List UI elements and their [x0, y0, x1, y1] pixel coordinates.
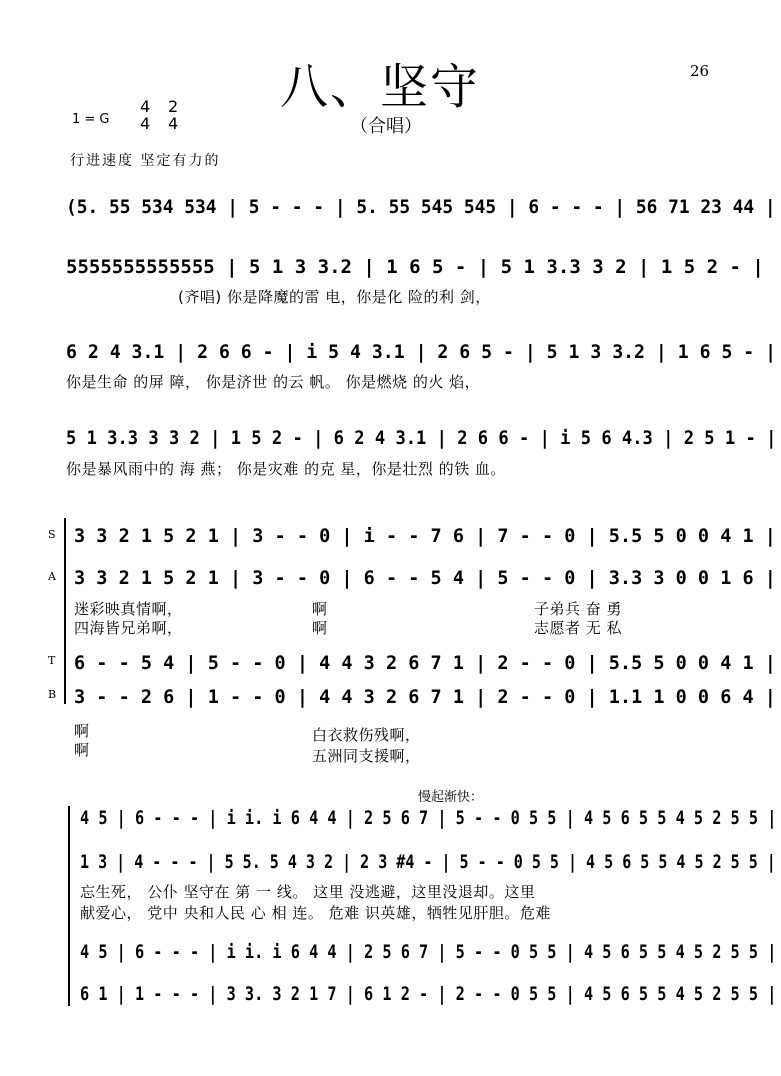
- tempo-marking: 行进速度 坚定有力的: [70, 153, 221, 169]
- intro-line-2: 5555555555555 | 5 1 3 3.2 | 1 6 5 - | 5 1 3.3 3 2 | 1 5 2 - |: [66, 256, 764, 278]
- choir2-line-2: 1 3 | 4 - - - | 5 5. 5 4 3 2 | 2 3 #4 - | 5 - - 0 5 5 | 4 5 6 5 5 4 5 2 5 5 |: [80, 851, 776, 873]
- alto-label: A: [48, 570, 56, 583]
- time-sig-1-den: 4: [140, 114, 151, 133]
- lyric-bass-ah-1: 啊: [74, 722, 90, 740]
- verse-lyric-2: 你是生命 的屏 障， 你是济世 的云 帆。 你是燃烧 的火 焰，: [66, 373, 481, 391]
- lyric-bass-ah-2: 啊: [74, 741, 90, 759]
- choir2-lyric-1: 忘生死， 公仆 坚守在 第 一 线。 这里 没逃避，这里没退却。这里: [80, 883, 536, 901]
- page-number: 26: [690, 62, 710, 80]
- key-signature: 1 = G: [72, 112, 110, 127]
- page-title: 八、坚守: [280, 59, 481, 115]
- bass-line: 3 - - 2 6 | 1 - - 0 | 4 4 3 2 6 7 1 | 2 - - 0 | 1.1 1 0 0 6 4 |: [74, 686, 776, 708]
- lyric-upper-1: 迷彩映真情啊，: [74, 600, 183, 618]
- alto-line: 3 3 2 1 5 2 1 | 3 - - 0 | 6 - - 5 4 | 5 - - 0 | 3.3 3 0 0 1 6 |: [74, 567, 776, 589]
- soprano-line: 3 3 2 1 5 2 1 | 3 - - 0 | i - - 7 6 | 7 - - 0 | 5.5 5 0 0 4 1 |: [74, 525, 776, 547]
- intro-line-1: (5. 55 534 534 | 5 - - - | 5. 55 545 545 | 6 - - - | 56 71 23 44 |: [66, 196, 776, 218]
- lyric-ah-2: 啊: [312, 619, 328, 637]
- lyric-bass-2: 五洲同支援啊，: [312, 747, 421, 765]
- choir2-line-3: 4 5 | 6 - - - | i i. i 6 4 4 | 2 5 6 7 | 5 - - 0 5 5 | 4 5 6 5 5 4 5 2 5 5 |: [80, 941, 777, 963]
- tenor-label: T: [48, 654, 56, 667]
- verse-lyric-1: (齐唱) 你是降魔的雷 电，你是化 险的利 剑，: [178, 288, 491, 306]
- lyric-bass-1: 白衣救伤残啊，: [312, 726, 421, 744]
- page-subtitle: （合唱）: [350, 116, 422, 137]
- soprano-label: S: [48, 528, 56, 541]
- tempo-direction: 慢起渐快：: [418, 790, 484, 805]
- system-bracket-2: [68, 806, 70, 1006]
- time-signature-1: [140, 98, 150, 132]
- lyric-c-1: 子弟兵 奋 勇: [534, 600, 623, 618]
- choir2-line-4: 6 1 | 1 - - - | 3 3. 3 2 1 7 | 6 1 2 - | 2 - - 0 5 5 | 4 5 6 5 5 4 5 2 5 5 |: [80, 983, 777, 1005]
- system-bracket-1: [64, 518, 66, 704]
- choir2-line-1: 4 5 | 6 - - - | i i. i 6 4 4 | 2 5 6 7 | 5 - - 0 5 5 | 4 5 6 5 5 4 5 2 5 5 |: [80, 807, 777, 829]
- time-sig-2-den: 4: [168, 114, 179, 133]
- bass-label: B: [48, 688, 57, 701]
- tenor-line: 6 - - 5 4 | 5 - - 0 | 4 4 3 2 6 7 1 | 2 - - 0 | 5.5 5 0 0 4 1 |: [74, 652, 776, 674]
- choir2-lyric-2: 献爱心， 党中 央和人民 心 相 连。 危难 识英雄，牺牲见肝胆。危难: [80, 904, 551, 922]
- lyric-upper-2: 四海皆兄弟啊，: [74, 619, 183, 637]
- time-sig-2-num: 2: [168, 97, 179, 116]
- lyric-ah-1: 啊: [312, 600, 328, 618]
- lyric-c-2: 志愿者 无 私: [534, 619, 623, 637]
- verse-lyric-3: 你是暴风雨中的 海 燕； 你是灾难 的克 星，你是壮烈 的铁 血。: [66, 460, 506, 478]
- time-sig-1-num: 4: [140, 97, 151, 116]
- verse-notes-2: 6 2 4 3.1 | 2 6 6 - | i 5 4 3.1 | 2 6 5 - | 5 1 3 3.2 | 1 6 5 - |: [66, 341, 777, 363]
- time-signature-2: [168, 98, 178, 132]
- verse-notes-3: 5 1 3.3 3 3 2 | 1 5 2 - | 6 2 4 3.1 | 2 6 6 - | i 5 6 4.3 | 2 5 1 - |: [66, 427, 777, 449]
